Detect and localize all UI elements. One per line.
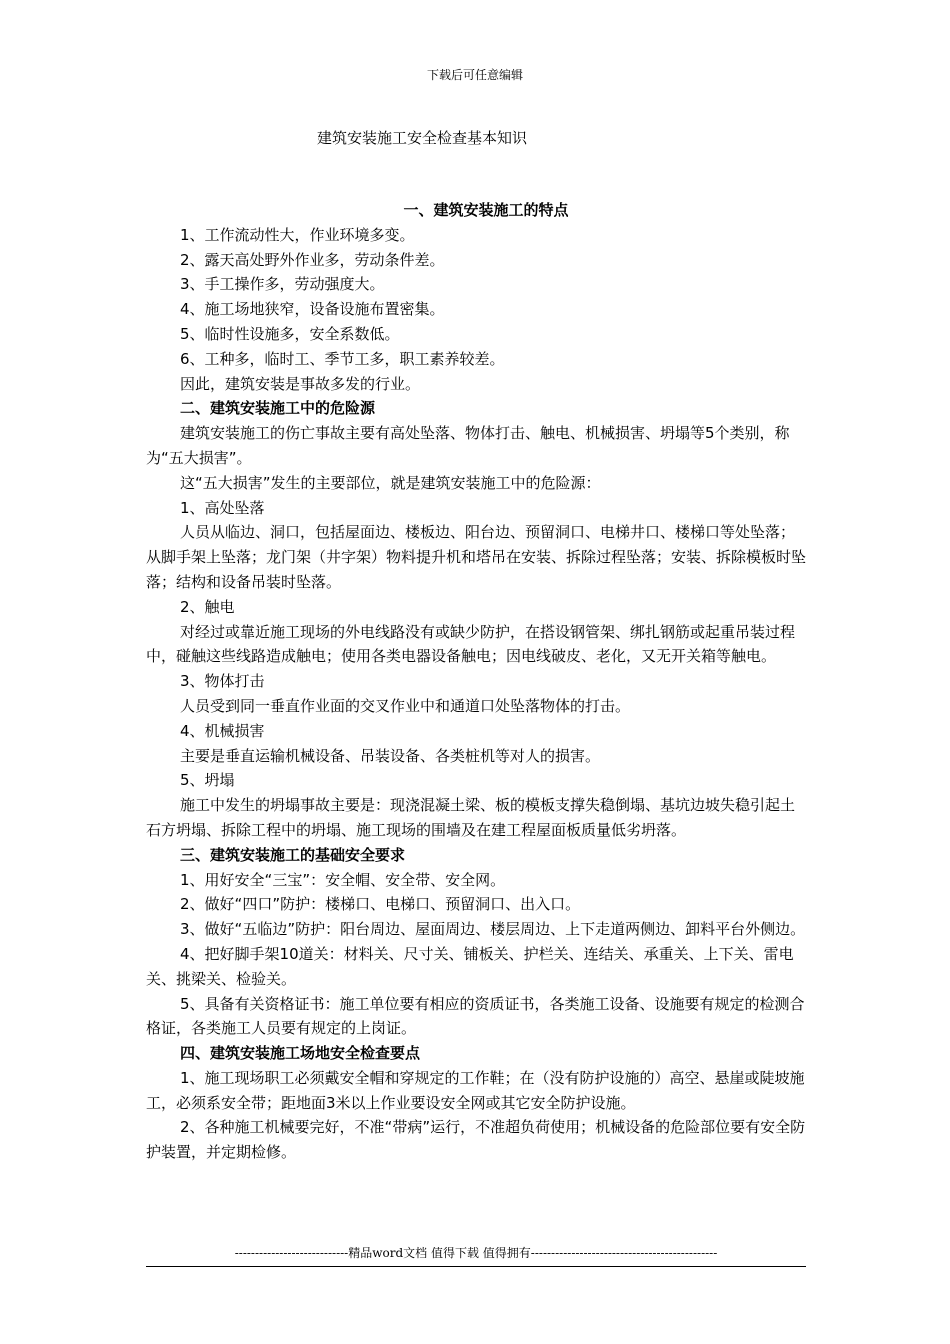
section-2-heading: 二、建筑安装施工中的危险源 <box>180 399 376 418</box>
hazard-title: 3、物体打击 <box>180 672 265 691</box>
section-2-intro: 建筑安装施工的伤亡事故主要有高处坠落、物体打击、触电、机械损害、坍塌等5个类别，称为“五大损害”。 <box>146 424 790 467</box>
section-4-item: 1、施工现场职工必须戴安全帽和穿规定的工作鞋；在（没有防护设施的）高空、悬崖或陡坡施工，必须系安全带；距地面3米以上作业要设安全网或其它安全防护设施。 <box>146 1068 805 1112</box>
section-3-item: 5、具备有关资格证书：施工单位要有相应的资质证书，各类施工设备、设施要有规定的检测合格证，各类施工人员要有规定的上岗证。 <box>146 994 805 1038</box>
section-1-item: 3、手工操作多，劳动强度大。 <box>180 275 385 294</box>
section-3-item: 1、用好安全“三宝”：安全帽、安全带、安全网。 <box>180 870 506 889</box>
section-4-item: 2、各种施工机械要完好，不准“带病”运行，不准超负荷使用；机械设备的危险部位要有安全防护装置，并定期检修。 <box>146 1118 806 1162</box>
hazard-body: 主要是垂直运输机械设备、吊装设备、各类桩机等对人的损害。 <box>180 746 601 765</box>
hazard-title: 4、机械损害 <box>180 721 265 740</box>
section-1-item: 4、施工场地狭窄，设备设施布置密集。 <box>180 300 445 319</box>
section-1-item: 5、临时性设施多，安全系数低。 <box>180 324 400 343</box>
section-4-heading: 四、建筑安装施工场地安全检查要点 <box>180 1044 421 1063</box>
section-1-conclusion: 因此，建筑安装是事故多发的行业。 <box>180 374 421 393</box>
footer <box>146 1244 806 1267</box>
document-title: 建筑安装施工安全检查基本知识 <box>316 129 527 147</box>
section-1-item: 1、工作流动性大，作业环境多变。 <box>180 225 415 244</box>
footer-text: ----------------------------精品word文档 值得下载 值得拥有---------------------------------------------- <box>234 1246 718 1260</box>
footer-divider <box>146 1266 806 1267</box>
hazard-body: 人员受到同一垂直作业面的交叉作业中和通道口处坠落物体的打击。 <box>180 696 631 715</box>
section-3-item: 4、把好脚手架10道关：材料关、尺寸关、铺板关、护栏关、连结关、承重关、上下关、雷电关、挑梁关、检验关。 <box>146 944 794 988</box>
section-2-intro: 这“五大损害”发生的主要部位，就是建筑安装施工中的危险源： <box>180 473 601 492</box>
header-note: 下载后可任意编辑 <box>426 68 523 82</box>
section-1-item: 6、工种多，临时工、季节工多，职工素养较差。 <box>180 349 505 368</box>
hazard-title: 5、坍塌 <box>180 771 235 790</box>
section-1-item: 2、露天高处野外作业多，劳动条件差。 <box>180 250 445 269</box>
section-3-item: 3、做好“五临边”防护：阳台周边、屋面周边、楼层周边、上下走道两侧边、卸料平台外侧边。 <box>180 920 806 939</box>
hazard-title: 1、高处坠落 <box>180 498 265 517</box>
hazard-body: 对经过或靠近施工现场的外电线路没有或缺少防护，在搭设钢管架、绑扎钢筋或起重吊装过程中，碰触这些线路造成触电；使用各类电器设备触电；因电线破皮、老化，又无开关箱等触电。 <box>146 622 796 666</box>
document-body <box>146 198 806 1165</box>
section-3-heading: 三、建筑安装施工的基础安全要求 <box>180 845 406 864</box>
section-3-item: 2、做好“四口”防护：楼梯口、电梯口、预留洞口、出入口。 <box>180 895 581 914</box>
hazard-body: 施工中发生的坍塌事故主要是：现浇混凝土梁、板的模板支撑失稳倒塌、基坑边坡失稳引起土石方坍塌、拆除工程中的坍塌、施工现场的围墙及在建工程屋面板质量低劣坍落。 <box>146 796 796 839</box>
hazard-title: 2、触电 <box>180 597 235 616</box>
hazard-body: 人员从临边、洞口，包括屋面边、楼板边、阳台边、预留洞口、电梯井口、楼梯口等处坠落；从脚手架上坠落；龙门架（井字架）物料提升机和塔吊在安装、拆除过程坠落；安装、拆除模板时坠落；结构和设备吊装时坠落。 <box>146 523 807 591</box>
section-1-heading: 一、建筑安装施工的特点 <box>403 201 569 219</box>
